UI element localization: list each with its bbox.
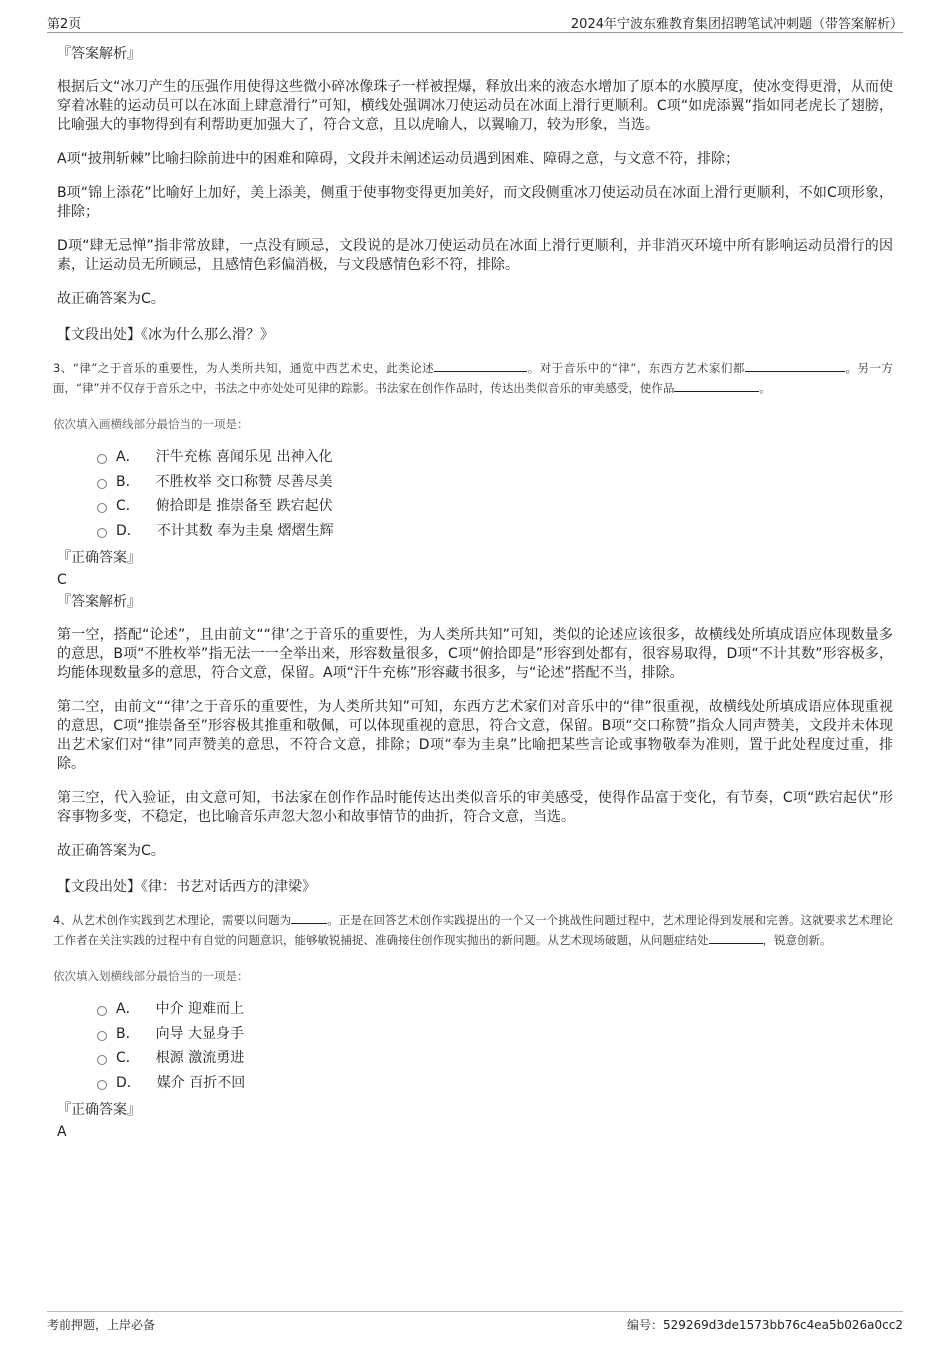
option-letter: B．	[116, 1025, 140, 1042]
header-divider	[47, 32, 903, 33]
radio-button-icon[interactable]	[97, 1006, 107, 1016]
question-4-stem	[53, 910, 893, 950]
analysis-paragraph: 第二空，由前文““律’之于音乐的重要性，为人类所共知”可知，东西方艺术家们对音乐中的“律”很重视，故横线处所填成语应体现重视的意思，C项“推崇备至”形容极其推重和敬佩，可以体现重视的意思，符合文意，保留。B项“交口称赞”指众人同声赞美，文段并未体现出艺术家们对“律”同声赞美的意思，不符合文意，排除；D项“奉为圭臬”比喻把某些言论或事物敬奉为准则，置于此处程度过重，排除。	[57, 699, 893, 772]
option-text: 汗牛充栋 喜闻乐见 出神入化	[155, 449, 333, 466]
analysis-paragraph: 根据后文“冰刀产生的压强作用使得这些微小碎冰像珠子一样被捏爆，释放出来的液态水增加了原本的水膜厚度，使冰变得更滑，从而使穿着冰鞋的运动员可以在冰面上肆意滑行”可知，横线处强调冰刀使运动员在冰面上滑行更顺利。C项“如虎添翼”指如同老虎长了翅膀，比喻强大的事物得到有利帮助更加强大了，符合文意，且以虎喻人，以翼喻刀，较为形象，当选。	[57, 79, 893, 133]
radio-button-icon[interactable]	[97, 1055, 107, 1065]
option-d[interactable]	[97, 1070, 893, 1095]
stem-text: 。	[759, 381, 771, 395]
option-a[interactable]	[97, 996, 893, 1021]
option-text: 不胜枚举 交口称赞 尽善尽美	[155, 473, 333, 490]
fill-blank	[291, 911, 327, 924]
question-prompt: 依次填入划横线部分最恰当的一项是：	[53, 969, 249, 983]
analysis-paragraph: D项“肆无忌惮”指非常放肆，一点没有顾忌，文段说的是冰刀使运动员在冰面上滑行更顺利，并非消灭环境中所有影响运动员滑行的因素，让运动员无所顾忌，且感情色彩偏消极，与文段感情色彩不符，排除。	[57, 238, 893, 273]
analysis-paragraph: A项“披荆斩棘”比喻扫除前进中的困难和障碍，文段并未阐述运动员遇到困难、障碍之意，与文意不符，排除；	[57, 151, 740, 167]
option-text: 不计其数 奉为圭臬 熠熠生辉	[156, 522, 334, 539]
analysis-paragraph: B项“锦上添花”比喻好上加好，美上添美，侧重于使事物变得更加美好，而文段侧重冰刀使运动员在冰面上滑行更顺利，不如C项形象，排除；	[57, 185, 893, 220]
option-b[interactable]	[97, 1021, 893, 1046]
option-letter: D．	[116, 522, 141, 539]
radio-button-icon[interactable]	[97, 528, 107, 538]
fill-blank	[674, 379, 759, 392]
option-letter: A．	[116, 449, 140, 466]
page-number: 第2页	[47, 17, 82, 32]
option-letter: B．	[116, 473, 140, 490]
question-prompt: 依次填入画横线部分最恰当的一项是：	[53, 417, 249, 431]
analysis-conclusion: 故正确答案为C。	[57, 291, 165, 307]
option-a[interactable]	[97, 444, 893, 469]
option-text: 俯拾即是 推崇备至 跌宕起伏	[155, 498, 333, 515]
correct-answer-value: A	[57, 1124, 67, 1140]
radio-button-icon[interactable]	[97, 503, 107, 513]
option-letter: C．	[116, 498, 140, 515]
document-code: 编号：529269d3de1573bb76c4ea5b026a0cc2	[626, 1318, 903, 1332]
option-text: 向导 大显身手	[155, 1025, 245, 1042]
radio-button-icon[interactable]	[97, 454, 107, 464]
radio-button-icon[interactable]	[97, 1031, 107, 1041]
passage-source: 【文段出处】《律：书艺对话西方的津梁》	[57, 879, 316, 895]
option-letter: A．	[116, 1001, 140, 1018]
radio-button-icon[interactable]	[97, 479, 107, 489]
analysis-paragraph: 第三空，代入验证，由文意可知，书法家在创作作品时能传达出类似音乐的审美感受，使得作品富于变化，有节奏，C项“跌宕起伏”形容事物多变，不稳定，也比喻音乐声忽大忽小和故事情节的曲折，符合文意，当选。	[57, 790, 893, 825]
option-letter: C．	[116, 1050, 140, 1067]
option-text: 根源 激流勇进	[155, 1050, 245, 1067]
stem-text: 3、“律”之于音乐的重要性，为人类所共知，通览中西艺术史，此类论述	[53, 361, 435, 375]
fill-blank	[709, 931, 763, 944]
question-3-options	[97, 444, 893, 542]
option-text: 中介 迎难而上	[155, 1001, 245, 1018]
option-letter: D．	[116, 1074, 141, 1091]
document-body	[53, 44, 893, 1144]
option-b[interactable]	[97, 469, 893, 494]
footer-divider	[47, 1311, 903, 1312]
stem-text: 。对于音乐中的“律”，东西方艺术家们都	[527, 361, 745, 375]
analysis-label: 『答案解析』	[57, 594, 141, 610]
option-d[interactable]	[97, 518, 893, 543]
stem-text: 4、从艺术创作实践到艺术理论，需要以问题为	[53, 913, 292, 927]
radio-button-icon[interactable]	[97, 1080, 107, 1090]
option-c[interactable]	[97, 493, 893, 518]
analysis-label: 『答案解析』	[57, 46, 141, 62]
option-text: 媒介 百折不回	[156, 1074, 246, 1091]
analysis-conclusion: 故正确答案为C。	[57, 843, 165, 859]
fill-blank	[434, 359, 527, 372]
correct-answer-value: C	[57, 572, 67, 588]
stem-text: 。另一方面，“律”并不仅存于音乐之中，书法之中亦处处可见律的踪影。书法家在创作作品时，传达出类似音乐的审美感受，使作品	[53, 361, 893, 395]
correct-answer-label: 『正确答案』	[57, 1102, 141, 1118]
question-4-options	[97, 996, 893, 1094]
correct-answer-label: 『正确答案』	[57, 550, 141, 566]
question-3-stem	[53, 358, 893, 398]
option-c[interactable]	[97, 1045, 893, 1070]
fill-blank	[745, 359, 845, 372]
document-title: 2024年宁波东雅教育集团招聘笔试冲刺题（带答案解析）	[570, 17, 903, 32]
stem-text: 。正是在回答艺术创作实践提出的一个又一个挑战性问题过程中，艺术理论得到发展和完善。这就要求艺术理论工作者在关注实践的过程中有自觉的问题意识，能够敏锐捕捉、准确接住创作现实抛出的新问题。从艺术现场破题，从问题症结处	[53, 913, 893, 947]
stem-text: ，锐意创新。	[762, 933, 832, 947]
analysis-paragraph: 第一空，搭配“论述”，且由前文““律’之于音乐的重要性，为人类所共知”可知，类似的论述应该很多，故横线处所填成语应体现数量多的意思，B项“不胜枚举”指无法一一全举出来，形容数量很多，C项“俯拾即是”形容到处都有，很容易取得，D项“不计其数”形容极多，均能体现数量多的意思，符合文意，保留。A项“汗牛充栋”形容藏书很多，与“论述”搭配不当，排除。	[57, 627, 893, 681]
passage-source: 【文段出处】《冰为什么那么滑？》	[57, 327, 274, 343]
footer-slogan: 考前押题，上岸必备	[47, 1318, 156, 1332]
